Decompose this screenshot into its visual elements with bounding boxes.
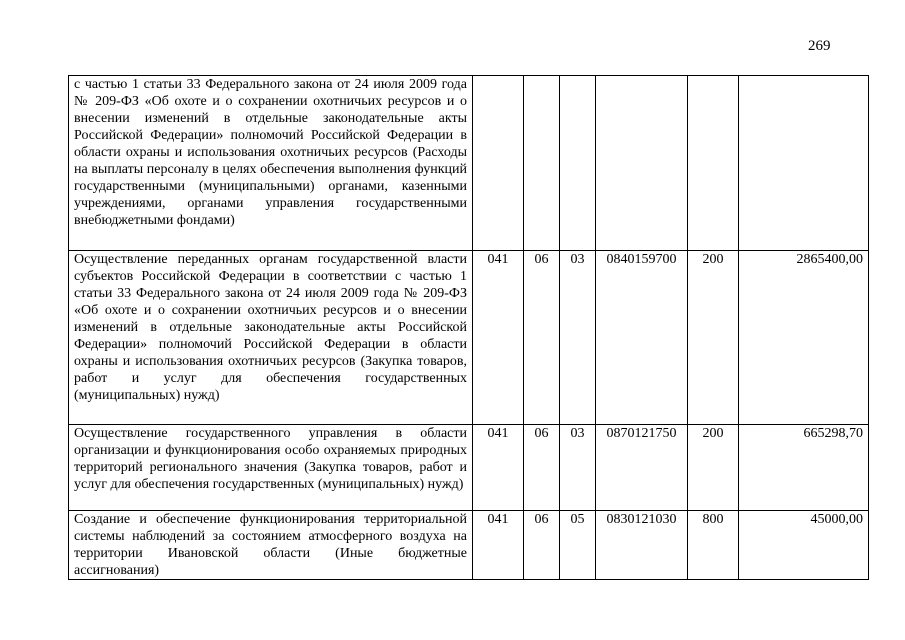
table-row (69, 76, 869, 251)
section-code: 06 (524, 511, 560, 580)
section-code (524, 76, 560, 251)
subsection-code: 03 (560, 251, 596, 425)
target-code: 0840159700 (596, 251, 688, 425)
table-row (69, 425, 869, 511)
amount: 45000,00 (739, 511, 869, 580)
target-code: 0830121030 (596, 511, 688, 580)
section-code: 06 (524, 251, 560, 425)
subsection-code: 03 (560, 425, 596, 511)
amount (739, 76, 869, 251)
amount: 665298,70 (739, 425, 869, 511)
expense-type-code: 800 (688, 511, 739, 580)
target-code: 0870121750 (596, 425, 688, 511)
table-row (69, 511, 869, 580)
ministry-code: 041 (473, 251, 524, 425)
budget-table (68, 75, 869, 580)
row-description: с частью 1 статьи 33 Федерального закона от 24 июля 2009 года № 209-ФЗ «Об охоте и о сохранении охотничьих ресурсов и о внесении изменений в отдельные законодательные акты Российской Федерации» полномочий Российской Федерации в области охраны и использования охотничьих ресурсов (Расходы на выплаты персоналу в целях обеспечения выполнения функций государственными (муниципальными) органами, казенными учреждениями, органами управления государственными внебюджетными фондами) (69, 76, 473, 251)
subsection-code (560, 76, 596, 251)
expense-type-code: 200 (688, 425, 739, 511)
target-code (596, 76, 688, 251)
row-description: Создание и обеспечение функционирования территориальной системы наблюдений за состоянием атмосферного воздуха на территории Ивановской области (Иные бюджетные ассигнования) (69, 511, 473, 580)
page-number: 269 (808, 38, 831, 54)
expense-type-code (688, 76, 739, 251)
row-description: Осуществление переданных органам государственной власти субъектов Российской Федерации в соответствии с частью 1 статьи 33 Федерального закона от 24 июля 2009 года № 209-ФЗ «Об охоте и о сохранении охотничьих ресурсов и о внесении изменений в отдельные законодательные акты Российской Федерации» полномочий Российской Федерации в области охраны и использования охотничьих ресурсов (Закупка товаров, работ и услуг для обеспечения государственных (муниципальных) нужд) (69, 251, 473, 425)
table-row (69, 251, 869, 425)
ministry-code (473, 76, 524, 251)
ministry-code: 041 (473, 425, 524, 511)
subsection-code: 05 (560, 511, 596, 580)
section-code: 06 (524, 425, 560, 511)
row-description: Осуществление государственного управления в области организации и функционирования особо охраняемых природных территорий регионального значения (Закупка товаров, работ и услуг для обеспечения государственных (муниципальных) нужд) (69, 425, 473, 511)
ministry-code: 041 (473, 511, 524, 580)
amount: 2865400,00 (739, 251, 869, 425)
expense-type-code: 200 (688, 251, 739, 425)
